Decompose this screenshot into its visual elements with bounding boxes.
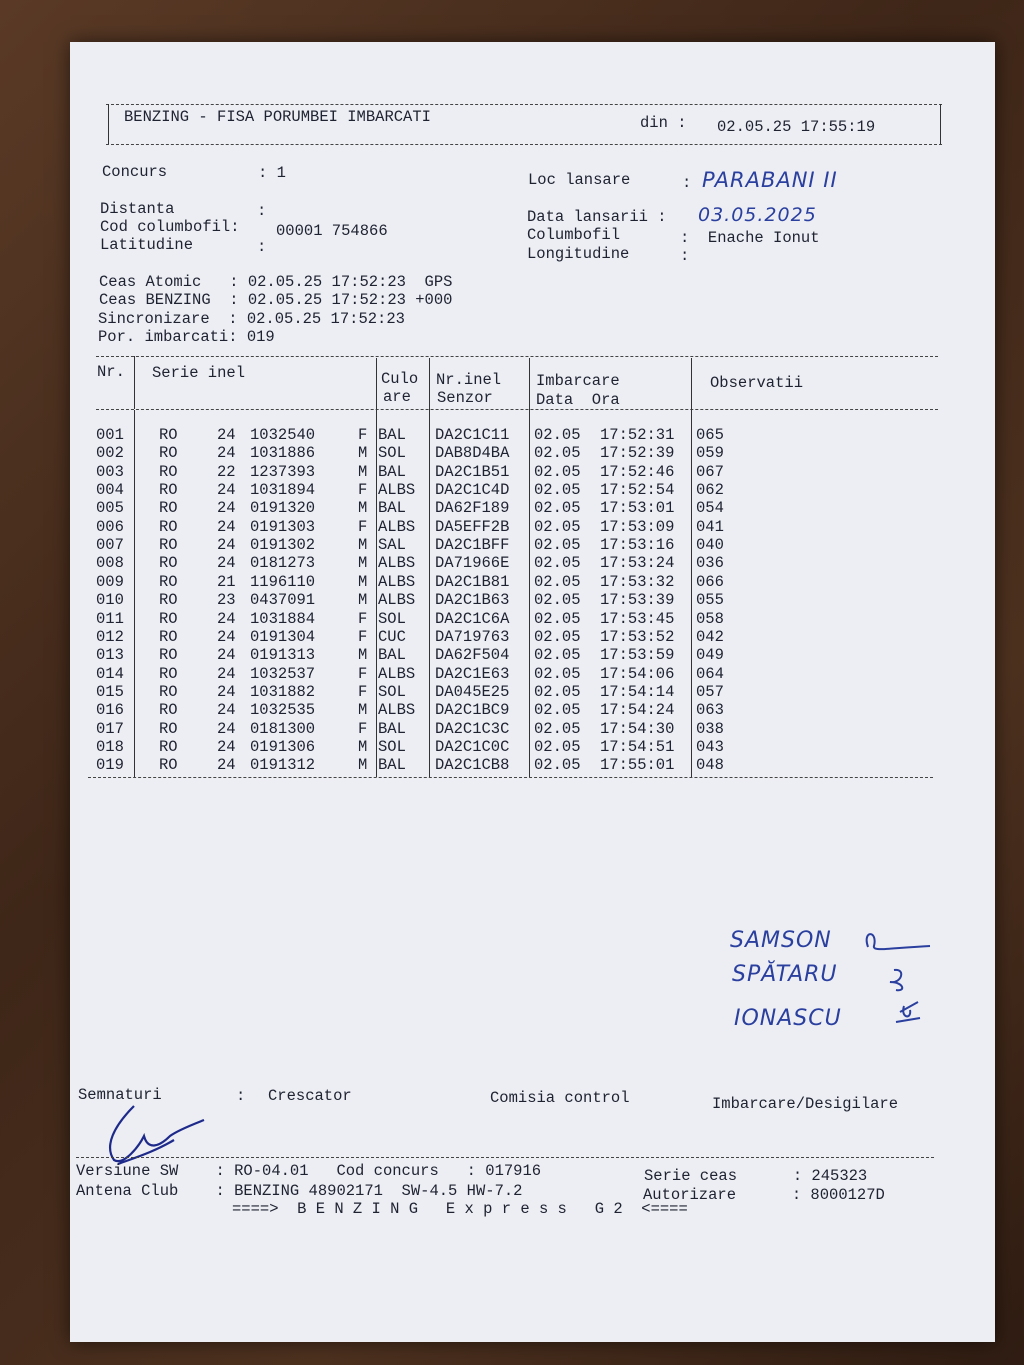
th-serie-inel: Serie inel [152,364,246,382]
longitudine-label: Longitudine [527,245,630,263]
cell-senzor: DA2C1B63 [435,591,510,610]
cell-nr: 019 [96,756,124,775]
cell-ora: 17:53:52 [600,627,675,646]
cell-sex: F [358,664,368,683]
cell-data: 02.05 [534,499,581,518]
ceas-atomic: Ceas Atomic : 02.05.25 17:52:23 GPS [99,273,453,291]
cell-inel: 1196110 [250,572,316,591]
cell-an: 24 [217,426,236,444]
cell-senzor: DA71966E [435,554,510,573]
cell-obs: 059 [696,444,724,463]
concurs-value: : 1 [258,164,286,182]
cell-ora: 17:53:45 [600,609,675,628]
cell-ora: 17:54:14 [600,682,675,701]
cell-sex: M [358,701,368,720]
header-bottom-rule [106,144,942,145]
cell-cul: ALBS [378,701,416,720]
cell-data: 02.05 [534,737,581,756]
table-bottom-rule [88,777,933,778]
cell-ora: 17:54:24 [600,701,675,720]
cell-tara: RO [159,756,178,775]
cell-inel: 1031894 [250,481,316,500]
cell-cul: BAL [378,499,406,518]
cell-sex: M [358,462,368,481]
cell-cul: ALBS [378,572,416,591]
cell-obs: 065 [696,426,724,444]
cell-obs: 054 [696,499,724,518]
cell-nr: 018 [96,737,124,756]
th-observatii: Observatii [710,374,804,392]
longitudine-value: : [680,247,690,265]
cell-data: 02.05 [534,609,581,628]
handwritten-name-1: SAMSON [730,928,832,953]
cell-tara: RO [159,517,178,536]
cell-ora: 17:52:31 [600,426,675,444]
footer-line1-right: Serie ceas : 245323 [644,1167,868,1185]
col-sep-senzor [529,358,530,777]
cell-an: 24 [217,444,236,463]
cell-ora: 17:53:24 [600,554,675,573]
cell-sex: F [358,426,368,444]
handwritten-name-2: SPĂTARU [732,962,838,987]
cell-nr: 007 [96,536,124,555]
cell-obs: 057 [696,682,724,701]
cell-inel: 0191304 [250,627,316,646]
cell-data: 02.05 [534,719,581,738]
handwritten-initials [860,922,940,1032]
footer-brand-line: ====> B E N Z I N G E x p r e s s G 2 <==== [232,1200,688,1218]
cell-senzor: DA62F189 [435,499,510,518]
footer-line1-left: Versiune SW : RO-04.01 Cod concurs : 017916 [76,1162,542,1180]
cell-inel: 0437091 [250,591,316,610]
th-nr: Nr. [97,363,125,381]
cell-inel: 0181300 [250,719,316,738]
cell-senzor: DA2C1C6A [435,609,510,628]
cell-obs: 048 [696,756,724,775]
cell-inel: 1031884 [250,609,316,628]
cell-nr: 017 [96,719,124,738]
th-imbarcare-1: Imbarcare [536,372,620,390]
cell-sex: M [358,536,368,555]
cell-senzor: DA045E25 [435,682,510,701]
cell-senzor: DA2C1E63 [435,664,510,683]
cell-ora: 17:53:09 [600,517,675,536]
cell-data: 02.05 [534,462,581,481]
cell-ora: 17:53:16 [600,536,675,555]
cell-inel: 1032540 [250,426,316,444]
cell-data: 02.05 [534,701,581,720]
cell-tara: RO [159,719,178,738]
cell-senzor: DA719763 [435,627,510,646]
cell-nr: 010 [96,591,124,610]
cell-tara: RO [159,536,178,555]
cell-ora: 17:53:39 [600,591,675,610]
col-sep-imbarcare [691,358,692,777]
cell-data: 02.05 [534,664,581,683]
cell-cul: ALBS [378,554,416,573]
cell-ora: 17:54:06 [600,664,675,683]
cell-nr: 001 [96,426,124,444]
document-sheet [70,42,995,1342]
cell-an: 24 [217,756,236,775]
distanta-label: Distanta [100,200,175,218]
header-top-rule [106,104,942,105]
table-header-rule [96,409,938,410]
loc-lansare-handwritten: PARABANI II [702,168,838,192]
cell-an: 24 [217,737,236,756]
cell-an: 24 [217,536,236,555]
cell-sex: F [358,517,368,536]
footer-line2-right: Autorizare : 8000127D [643,1186,885,1204]
semnaturi-sep: : [236,1087,246,1105]
cell-cul: BAL [378,646,406,665]
cell-tara: RO [159,646,178,665]
th-nr-inel-1: Nr.inel [436,371,502,389]
document-title: BENZING - FISA PORUMBEI IMBARCATI [124,108,431,126]
cell-senzor: DA62F504 [435,646,510,665]
crescator-label: Crescator [268,1087,352,1105]
cell-ora: 17:52:46 [600,462,675,481]
cell-tara: RO [159,664,178,683]
data-lansarii-label: Data lansarii : [527,208,667,226]
cell-data: 02.05 [534,646,581,665]
cell-obs: 040 [696,536,724,555]
cell-obs: 036 [696,554,724,573]
col-sep-serie [376,358,377,777]
cell-inel: 1032535 [250,701,316,720]
cell-an: 21 [217,572,236,591]
columbofil-value: : Enache Ionut [680,229,820,247]
cell-inel: 1031886 [250,444,316,463]
cell-sex: M [358,444,368,463]
cod-columbofil-label: Cod columbofil: [100,218,240,236]
cell-obs: 041 [696,517,724,536]
comisia-label: Comisia control [490,1089,630,1107]
cell-an: 24 [217,517,236,536]
table-top-rule [96,356,938,357]
cell-sex: F [358,627,368,646]
cell-cul: SOL [378,682,406,701]
cell-cul: SOL [378,737,406,756]
cell-data: 02.05 [534,444,581,463]
concurs-label: Concurs [102,163,168,181]
cell-nr: 004 [96,481,124,500]
cell-obs: 055 [696,591,724,610]
cell-an: 24 [217,481,236,500]
cell-cul: ALBS [378,591,416,610]
cell-sex: F [358,609,368,628]
cell-tara: RO [159,627,178,646]
th-culoare-1: Culo [381,370,419,388]
cell-data: 02.05 [534,572,581,591]
cell-sex: F [358,682,368,701]
cell-senzor: DA2C1C11 [435,426,510,444]
cell-sex: M [358,737,368,756]
cell-tara: RO [159,591,178,610]
cell-sex: M [358,499,368,518]
cell-senzor: DAB8D4BA [435,444,510,463]
cell-senzor: DA2C1BC9 [435,701,510,720]
cell-ora: 17:53:32 [600,572,675,591]
cell-an: 24 [217,554,236,573]
cell-senzor: DA2C1C0C [435,737,510,756]
cell-an: 24 [217,719,236,738]
cell-senzor: DA2C1B81 [435,572,510,591]
cell-cul: SOL [378,444,406,463]
cell-obs: 062 [696,481,724,500]
cell-inel: 0191320 [250,499,316,518]
header-right-border [940,104,941,144]
imbarcare-desigilare-label: Imbarcare/Desigilare [712,1095,899,1113]
cell-an: 24 [217,646,236,665]
loc-lansare-label: Loc lansare [528,171,631,189]
cell-nr: 014 [96,664,124,683]
cell-nr: 015 [96,682,124,701]
cell-obs: 064 [696,664,724,683]
footer-line2-left: Antena Club : BENZING 48902171 SW-4.5 HW-7.2 [76,1182,523,1200]
cell-an: 24 [217,499,236,518]
cell-tara: RO [159,481,178,500]
cell-an: 23 [217,591,236,610]
cell-inel: 0191312 [250,756,316,775]
cell-data: 02.05 [534,682,581,701]
cell-cul: CUC [378,627,406,646]
cell-nr: 002 [96,444,124,463]
cell-obs: 049 [696,646,724,665]
cell-ora: 17:54:30 [600,719,675,738]
cell-senzor: DA2C1C3C [435,719,510,738]
cell-an: 24 [217,664,236,683]
semnaturi-label: Semnaturi [78,1086,162,1104]
cell-tara: RO [159,426,178,444]
cell-senzor: DA5EFF2B [435,517,510,536]
cell-obs: 063 [696,701,724,720]
cell-nr: 005 [96,499,124,518]
cell-data: 02.05 [534,481,581,500]
cell-inel: 0191306 [250,737,316,756]
col-sep-nr-body [134,410,135,777]
cell-nr: 003 [96,462,124,481]
cell-inel: 0191302 [250,536,316,555]
cod-columbofil-value: 00001 754866 [276,222,388,240]
cell-data: 02.05 [534,536,581,555]
cell-obs: 058 [696,609,724,628]
ceas-benzing: Ceas BENZING : 02.05.25 17:52:23 +000 [99,291,453,309]
cell-nr: 016 [96,701,124,720]
cell-cul: ALBS [378,481,416,500]
cell-tara: RO [159,701,178,720]
cell-nr: 013 [96,646,124,665]
latitudine-value: : [257,238,267,256]
cell-sex: M [358,646,368,665]
cell-data: 02.05 [534,627,581,646]
cell-sex: M [358,591,368,610]
cell-an: 24 [217,609,236,628]
cell-ora: 17:55:01 [600,756,675,775]
cell-tara: RO [159,554,178,573]
cell-tara: RO [159,499,178,518]
cell-nr: 012 [96,627,124,646]
cell-nr: 009 [96,572,124,591]
print-date-label: din : [640,114,687,132]
cell-data: 02.05 [534,517,581,536]
cell-data: 02.05 [534,554,581,573]
cell-sex: M [358,554,368,573]
th-imbarcare-2: Data Ora [536,391,620,409]
sincronizare: Sincronizare : 02.05.25 17:52:23 [98,310,405,328]
th-culoare-2: are [383,388,411,406]
cell-cul: ALBS [378,664,416,683]
cell-inel: 1032537 [250,664,316,683]
cell-nr: 006 [96,517,124,536]
cell-ora: 17:54:51 [600,737,675,756]
cell-cul: BAL [378,719,406,738]
cell-tara: RO [159,609,178,628]
cell-an: 22 [217,462,236,481]
cell-cul: ALBS [378,517,416,536]
th-nr-inel-2: Senzor [437,389,493,407]
cell-tara: RO [159,682,178,701]
col-sep-nr [134,356,135,409]
cell-inel: 1031882 [250,682,316,701]
header-left-border [108,104,109,144]
cell-data: 02.05 [534,591,581,610]
cell-senzor: DA2C1C4D [435,481,510,500]
cell-an: 24 [217,701,236,720]
cell-cul: BAL [378,426,406,444]
cell-obs: 067 [696,462,724,481]
cell-inel: 1237393 [250,462,316,481]
data-lansarii-handwritten: 03.05.2025 [698,204,817,226]
loc-lansare-sep: : [682,174,692,192]
cell-obs: 043 [696,737,724,756]
latitudine-label: Latitudine [100,236,194,254]
cell-cul: BAL [378,462,406,481]
cell-senzor: DA2C1CB8 [435,756,510,775]
cell-obs: 042 [696,627,724,646]
handwritten-name-3: IONASCU [734,1006,842,1031]
cell-ora: 17:52:39 [600,444,675,463]
cell-cul: SAL [378,536,406,555]
cell-nr: 011 [96,609,124,628]
cell-senzor: DA2C1BFF [435,536,510,555]
cell-inel: 0191303 [250,517,316,536]
cell-ora: 17:52:54 [600,481,675,500]
cell-obs: 038 [696,719,724,738]
cell-an: 24 [217,627,236,646]
cell-ora: 17:53:01 [600,499,675,518]
cell-sex: M [358,572,368,591]
cell-tara: RO [159,444,178,463]
cell-nr: 008 [96,554,124,573]
cell-an: 24 [217,682,236,701]
cell-cul: BAL [378,756,406,775]
cell-senzor: DA2C1B51 [435,462,510,481]
cell-data: 02.05 [534,426,581,444]
footer-rule [76,1157,934,1158]
cell-data: 02.05 [534,756,581,775]
cell-sex: F [358,481,368,500]
cell-obs: 066 [696,572,724,591]
cell-cul: SOL [378,609,406,628]
porumbei-imbarcati: Por. imbarcati: 019 [98,328,275,346]
cell-sex: M [358,756,368,775]
columbofil-label: Columbofil [527,226,621,244]
distanta-value: : [257,202,267,220]
cell-ora: 17:53:59 [600,646,675,665]
cell-tara: RO [159,572,178,591]
cell-inel: 0191313 [250,646,316,665]
cell-inel: 0181273 [250,554,316,573]
col-sep-culoare [429,358,430,777]
cell-tara: RO [159,462,178,481]
cell-tara: RO [159,737,178,756]
cell-sex: F [358,719,368,738]
print-date-value: 02.05.25 17:55:19 [717,118,876,136]
